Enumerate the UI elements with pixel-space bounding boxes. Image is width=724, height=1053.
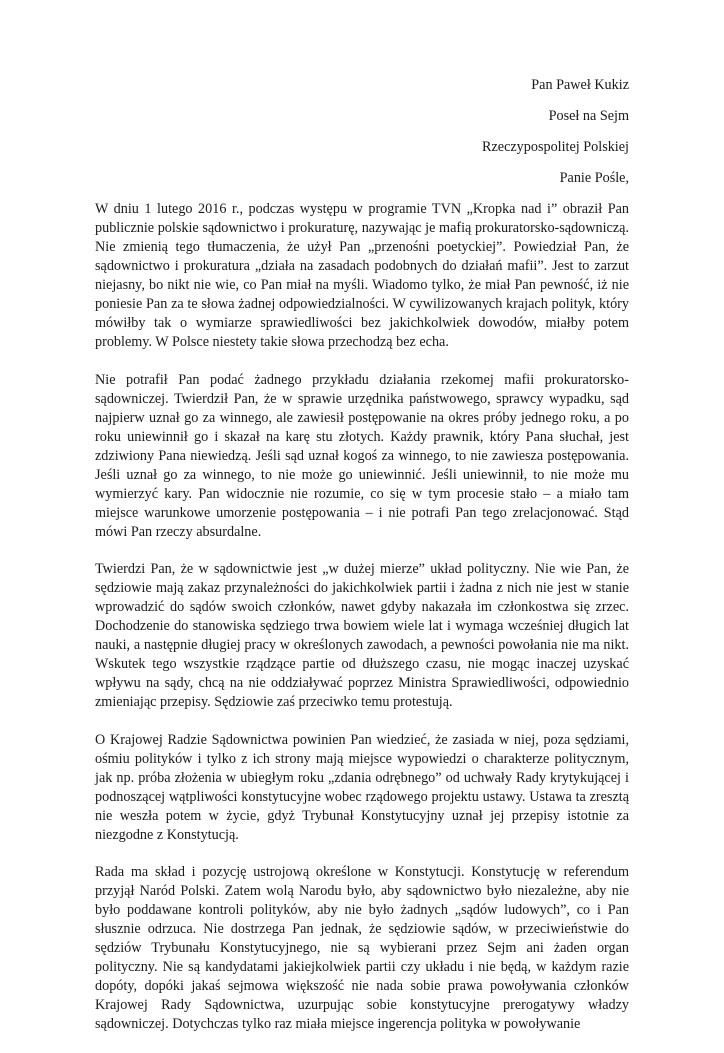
- paragraph-4: O Krajowej Radzie Sądownictwa powinien Pan wiedzieć, że zasiada w niej, poza sędziami, ośmiu polityków i tylko z ich strony mają miejsce wypowiedzi o charakterze politycznym, jak np. próba złożenia w ubiegłym roku „zdania odrębnego” od uchwały Rady krytykującej i podnoszącej wątpliwości konstytucyjne wobec rządowego projektu ustawy. Ustawa ta zresztą nie weszła potem w życie, gdyż Trybunał Konstytucyjny uznał jej przepisy istotnie za niezgodne z Konstytucją.: [95, 731, 629, 843]
- salutation: Panie Pośle,: [559, 170, 629, 186]
- addressee-title: Poseł na Sejm: [548, 108, 629, 124]
- paragraph-3: Twierdzi Pan, że w sądownictwie jest „w dużej mierze” układ polityczny. Nie wie Pan, że sędziowie mają zakaz przynależności do jakichkolwiek partii i żadna z nich nie jest w stanie wprowadzić do sądów swoich członków, nawet gdyby nakazała im członkostwa się zrzec. Dochodzenie do stanowiska sędziego trwa bowiem wiele lat i wymaga wcześniej długich lat nauki, a następnie długiej pracy w określonych zawodach, a pewności powołania nie ma nikt. Wskutek tego wszystkie rządzące partie od dłuższego czasu, nie mogąc inaczej uzyskać wpływu na sądy, chcą na nie oddziaływać poprzez Ministra Sprawiedliwości, odpowiednio zmieniając przepisy. Sędziowie zaś przeciwko temu protestują.: [95, 561, 629, 710]
- addressee-institution: Rzeczypospolitej Polskiej: [482, 139, 629, 155]
- paragraph-2: Nie potrafił Pan podać żadnego przykładu działania rzekomej mafii prokuratorsko-sądowniczej. Twierdził Pan, że w sprawie urzędnika państwowego, sprawcy wypadku, sąd najpierw uznał go za winnego, ale zawiesił postępowanie na okres próby jednego roku, a po roku uniewinnił go i skazał na karę stu złotych. Każdy prawnik, który Pana słuchał, jest zdziwiony Pana niewiedzą. Jeśli sąd uznał kogoś za winnego, to nie zawiesza postępowania. Jeśli uznał go za winnego, to nie może go uniewinnić. Jeśli uniewinnił, to nie może mu wymierzyć kary. Pan widocznie nie rozumie, co się w tym procesie stało – a miało tam miejsce warunkowe umorzenie postępowania – i nie potrafi Pan tego zrelacjonować. Stąd mówi Pan rzeczy absurdalne.: [95, 371, 629, 540]
- paragraph-1: W dniu 1 lutego 2016 r., podczas występu w programie TVN „Kropka nad i” obraził Pan publicznie polskie sądownictwo i prokuraturę, nazywając je mafią prokuratorsko-sądowniczą. Nie zmienią tego tłumaczenia, że użył Pan „przenośni poetyckiej”. Powiedział Pan, że sądownictwo i prokuratura „działa na zasadach podobnych do działań mafii”. Jest to zarzut niejasny, bo nikt nie wie, co Pan miał na myśli. Wiadomo tylko, że miał Pan pewność, iż nie poniesie Pan za te słowa żadnej odpowiedzialności. W cywilizowanych krajach polityk, który mówiłby tak o wymiarze sprawiedliwości bez jakichkolwiek dowodów, miałby potem problemy. W Polsce niestety takie słowa przechodzą bez echa.: [95, 201, 629, 350]
- addressee-name: Pan Paweł Kukiz: [531, 77, 629, 93]
- paragraph-5: Rada ma skład i pozycję ustrojową określone w Konstytucji. Konstytucję w referendum przyjął Naród Polski. Zatem wolą Narodu było, aby sądownictwo było niezależne, aby nie było poddawane kontroli polityków, aby nie było żadnych „sądów ludowych”, co i Pan słusznie odrzuca. Nie dostrzega Pan jednak, że sędziowie sądów, w przeciwieństwie do sędziów Trybunału Konstytucyjnego, nie są wybierani przez Sejm ani żaden organ polityczny. Nie są kandydatami jakiejkolwiek partii czy układu i nie będą, w każdym razie dopóty, dopóki jakaś sejmowa większość nie nada sobie prawa powoływania członków Krajowej Rady Sądownictwa, uzurpując sobie konstytucyjne prerogatywy władzy sądowniczej. Dotychczas tylko raz miała miejsce ingerencja polityka w powoływanie: [95, 864, 629, 1032]
- letter-page: [95, 76, 629, 1053]
